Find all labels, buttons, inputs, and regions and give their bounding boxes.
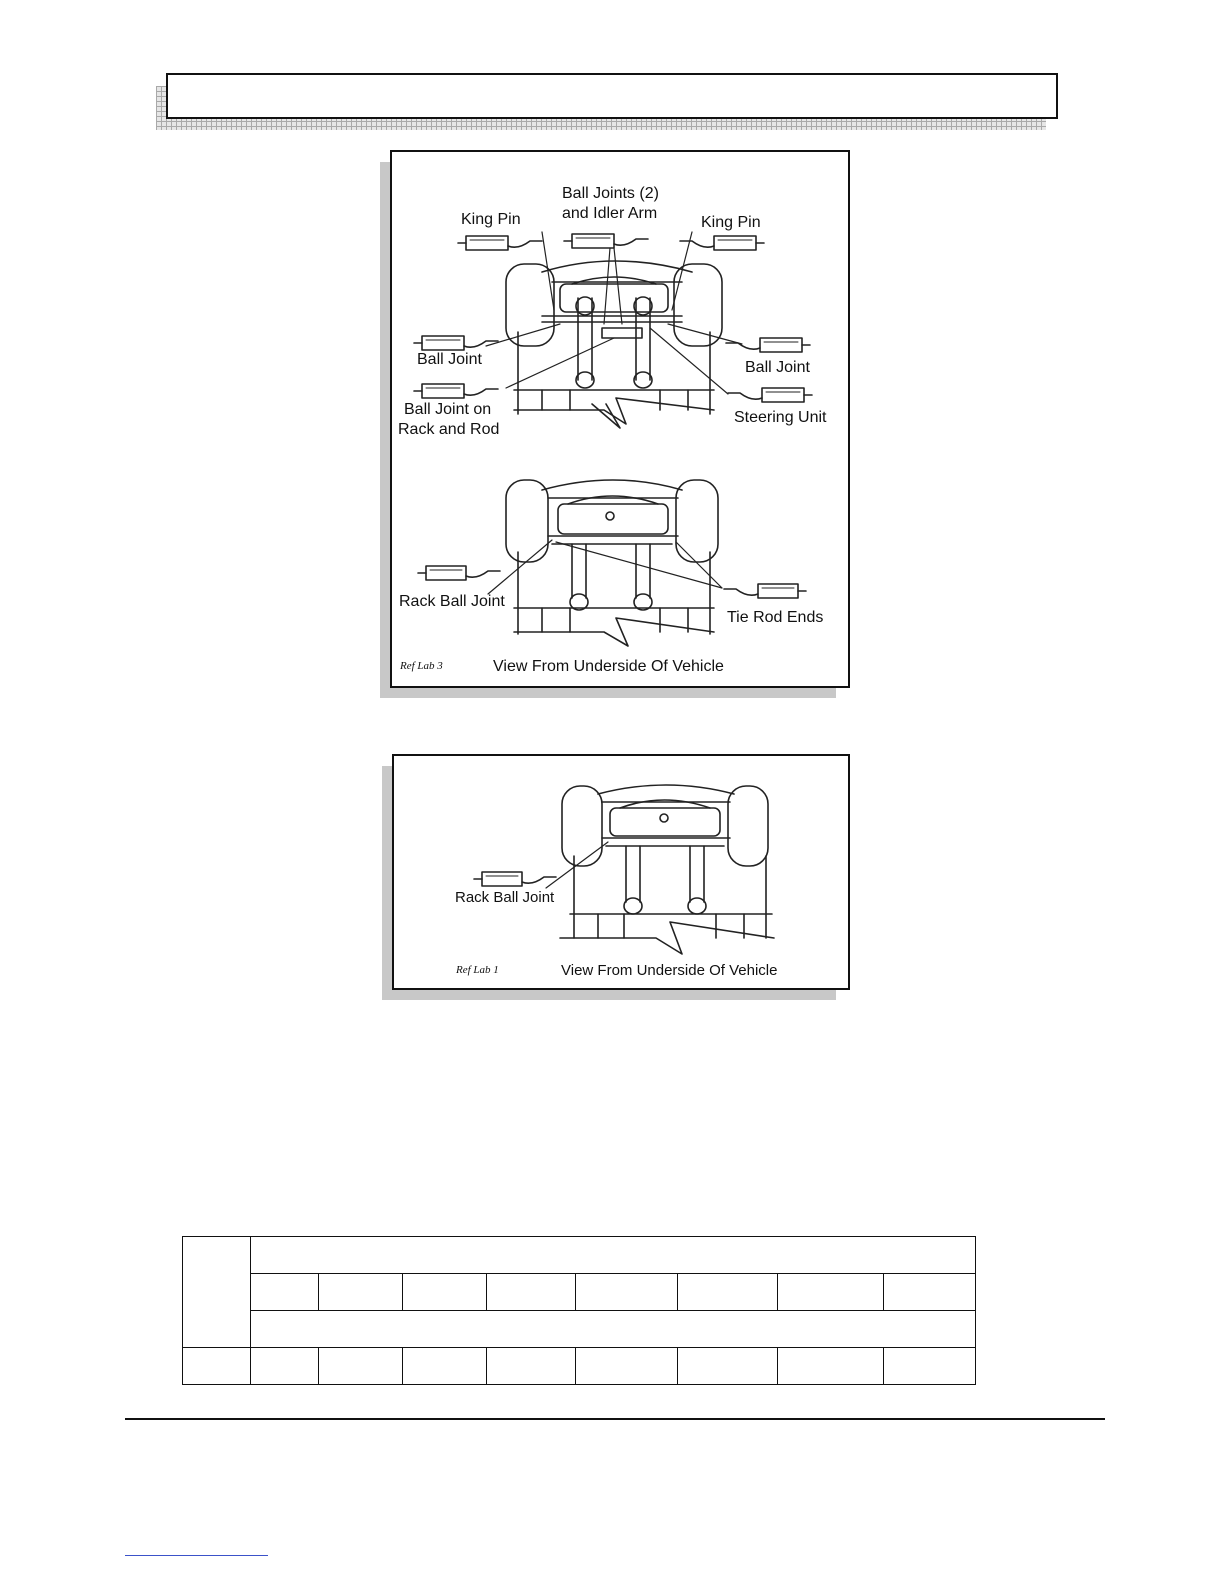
table-cell (576, 1348, 678, 1385)
sensor-icon (418, 566, 500, 580)
table-cell (403, 1274, 487, 1311)
table-cell (778, 1274, 884, 1311)
figure-bottom (392, 754, 850, 990)
table-cell (183, 1237, 251, 1348)
table-cell (183, 1348, 251, 1385)
table-row (183, 1237, 976, 1274)
caption-view-underside: View From Underside Of Vehicle (493, 658, 724, 675)
ref-lab-label: Ref Lab 1 (456, 964, 499, 976)
header-title-box (166, 73, 1058, 119)
table-row (183, 1274, 976, 1311)
table-cell (487, 1348, 576, 1385)
sensor-icon (726, 338, 810, 352)
label-tie-rod-ends: Tie Rod Ends (727, 609, 824, 626)
figure-bottom-drawing (394, 756, 848, 988)
label-ball-joint-rack-line2: Rack and Rod (398, 421, 500, 438)
label-rack-ball-joint: Rack Ball Joint (399, 593, 505, 610)
table-cell (319, 1348, 403, 1385)
table-cell (319, 1274, 403, 1311)
ref-lab-label: Ref Lab 3 (400, 660, 443, 672)
data-grid-table (182, 1236, 976, 1385)
sensor-icon (458, 236, 542, 250)
sensor-icon (724, 584, 806, 598)
table-cell (487, 1274, 576, 1311)
label-king-pin-left: King Pin (461, 211, 521, 228)
table-cell (884, 1348, 976, 1385)
vehicle-underside-upper (506, 261, 722, 428)
vehicle-underside (560, 785, 774, 954)
sensor-icon (680, 236, 764, 250)
label-ball-joint-right: Ball Joint (745, 359, 810, 376)
table-cell (251, 1311, 976, 1348)
leader-lines (546, 842, 608, 888)
caption-view-underside: View From Underside Of Vehicle (561, 962, 778, 979)
label-ball-joints-idler-line2: and Idler Arm (562, 205, 658, 222)
table-cell (678, 1274, 778, 1311)
table-cell (576, 1274, 678, 1311)
table-cell (251, 1274, 319, 1311)
sensor-icon (728, 388, 812, 402)
figure-top (390, 150, 850, 688)
label-ball-joints-idler-line1: Ball Joints (2) (562, 185, 659, 202)
sensor-icon (474, 872, 556, 886)
leader-lines-upper (486, 232, 742, 394)
table-cell (778, 1348, 884, 1385)
table-cell (884, 1274, 976, 1311)
footer-link-underline[interactable] (125, 1555, 268, 1556)
vehicle-underside-lower (506, 480, 718, 646)
table-cell (678, 1348, 778, 1385)
label-king-pin-right: King Pin (701, 214, 761, 231)
sensor-icon (414, 336, 498, 350)
sensor-icon (414, 384, 498, 398)
table-cell (403, 1348, 487, 1385)
label-ball-joint-left: Ball Joint (417, 351, 482, 368)
table-cell (251, 1348, 319, 1385)
sensor-icon (564, 234, 648, 248)
leader-lines-lower (488, 540, 722, 594)
label-steering-unit: Steering Unit (734, 409, 827, 426)
table-cell (251, 1237, 976, 1274)
table-row (183, 1311, 976, 1348)
table-row (183, 1348, 976, 1385)
footer-rule (125, 1418, 1105, 1420)
label-ball-joint-rack-line1: Ball Joint on (404, 401, 492, 418)
label-rack-ball-joint: Rack Ball Joint (455, 889, 555, 906)
